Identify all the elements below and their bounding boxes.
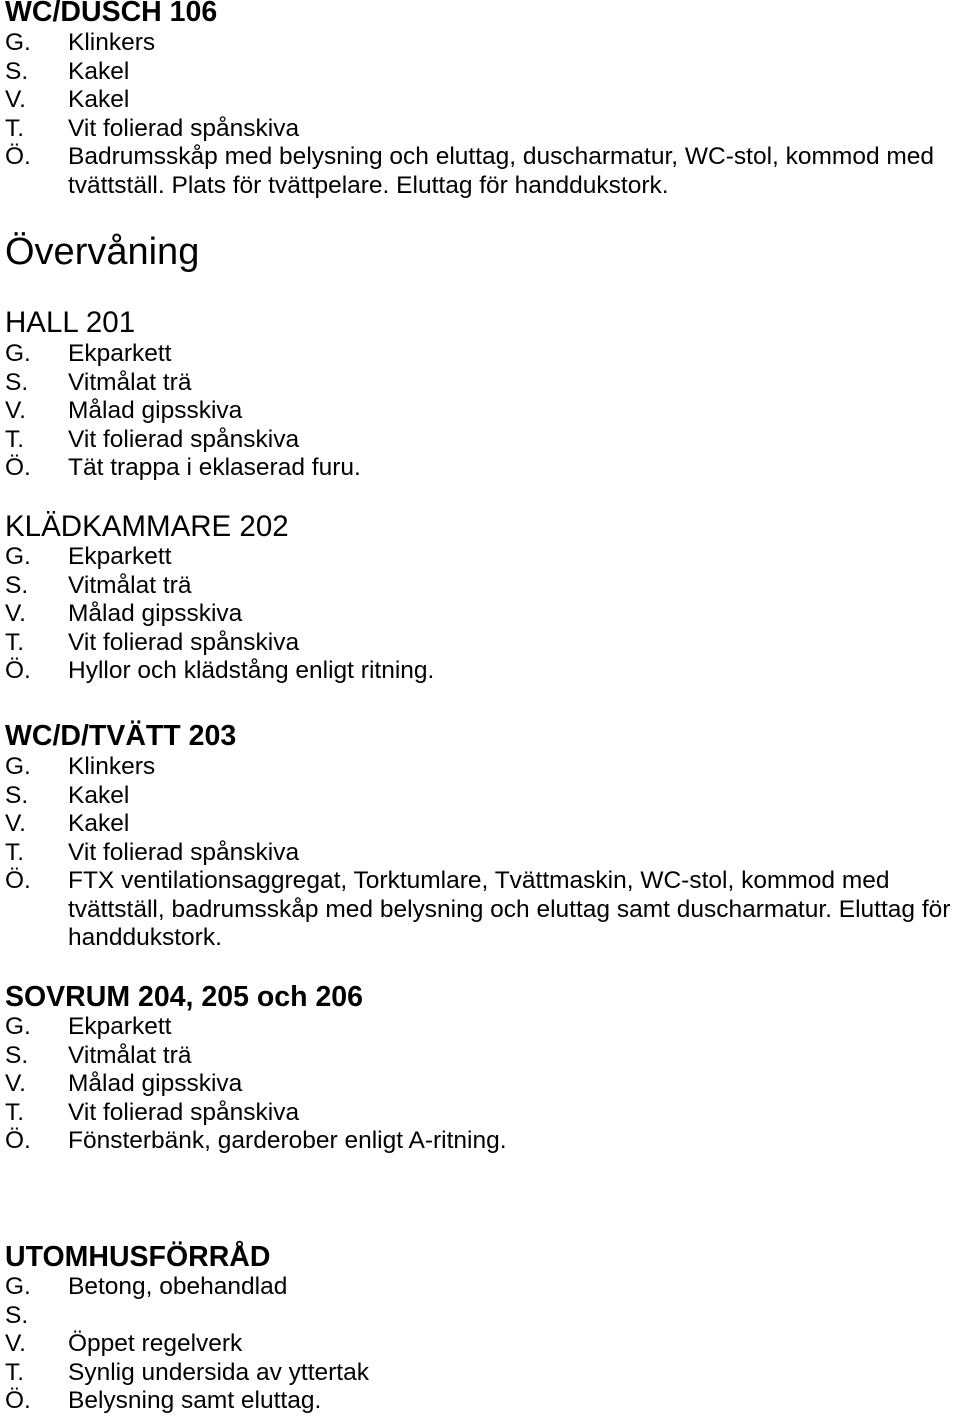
skirting-code: S. [5,571,29,599]
other-spec-continued: handdukstork. [68,924,222,951]
ceiling-code: T. [5,628,25,656]
wall-row [0,810,960,839]
wall-spec: Målad gipsskiva [68,600,243,627]
wall-spec: Kakel [68,810,130,837]
skirting-code: S. [5,57,29,85]
floor-row [0,543,960,572]
skirting-row [0,1302,960,1331]
other-code: Ö. [5,657,31,684]
other-row [0,1127,960,1156]
room-heading-sovrum-204-205-206: SOVRUM 204, 205 och 206 [5,981,364,1013]
skirting-spec: Kakel [68,57,130,85]
floor-row [0,753,960,782]
ceiling-row [0,1099,960,1128]
other-row [0,867,960,896]
room-heading-wc-d-tvatt-203: WC/D/TVÄTT 203 [5,720,237,752]
room-specs-wc-dusch-106 [0,29,960,200]
ceiling-spec: Vit folierad spånskiva [68,628,300,656]
other-code: Ö. [5,454,31,481]
ceiling-row [0,839,960,868]
wall-code: V. [5,1070,26,1097]
other-row [0,454,960,483]
room-heading-wc-dusch-106: WC/DUSCH 106 [5,0,218,28]
room-heading-hall-201: HALL 201 [5,306,136,339]
wall-row [0,1330,960,1359]
skirting-code: S. [5,781,29,809]
ceiling-spec: Vit folierad spånskiva [68,838,300,866]
floor-spec: Klinkers [68,753,156,780]
floor-spec: Klinkers [68,29,156,56]
wall-code: V. [5,397,26,424]
skirting-row [0,572,960,601]
wall-code: V. [5,810,26,837]
wall-row [0,600,960,629]
floor-row [0,1013,960,1042]
skirting-code: S. [5,368,29,396]
floor-code: G. [5,29,31,56]
skirting-row [0,58,960,87]
room-heading-utomhusforrad: UTOMHUSFÖRRÅD [5,1241,271,1273]
other-row-continued [0,924,960,953]
floor-spec: Betong, obehandlad [68,1273,288,1300]
other-spec: Hyllor och klädstång enligt ritning. [68,657,435,684]
ceiling-row [0,426,960,455]
ceiling-code: T. [5,1098,25,1126]
ceiling-row [0,1359,960,1388]
floor-spec: Ekparkett [68,1013,172,1040]
wall-spec: Öppet regelverk [68,1330,243,1357]
skirting-spec: Vitmålat trä [68,1041,192,1069]
ceiling-spec: Vit folierad spånskiva [68,114,300,142]
skirting-row [0,369,960,398]
floor-spec: Ekparkett [68,543,172,570]
ceiling-row [0,629,960,658]
wall-row [0,1070,960,1099]
other-spec-continued: tvättställ, badrumsskåp med belysning och eluttag samt duscharmatur. Eluttag för [68,895,951,923]
skirting-row [0,782,960,811]
room-specs-kladkammare-202 [0,543,960,686]
ceiling-code: T. [5,838,25,866]
other-spec: Fönsterbänk, garderober enligt A-ritning. [68,1127,507,1154]
skirting-spec: Vitmålat trä [68,571,192,599]
wall-code: V. [5,86,26,113]
wall-spec: Målad gipsskiva [68,1070,243,1097]
other-code: Ö. [5,143,31,170]
other-row [0,1387,960,1416]
room-specs-utomhusforrad [0,1273,960,1416]
wall-code: V. [5,1330,26,1357]
room-heading-kladkammare-202: KLÄDKAMMARE 202 [5,510,289,543]
floor-spec: Ekparkett [68,340,172,367]
skirting-spec: Kakel [68,781,130,809]
floor-row [0,340,960,369]
ceiling-code: T. [5,114,25,142]
wall-row [0,86,960,115]
ceiling-spec: Synlig undersida av yttertak [68,1358,369,1386]
wall-spec: Målad gipsskiva [68,397,243,424]
floor-heading: Övervåning [5,231,200,273]
skirting-code: S. [5,1301,29,1329]
other-row [0,143,960,172]
ceiling-code: T. [5,1358,25,1386]
skirting-code: S. [5,1041,29,1069]
ceiling-code: T. [5,425,25,453]
other-spec: Belysning samt eluttag. [68,1387,322,1414]
floor-code: G. [5,543,31,570]
wall-spec: Kakel [68,86,130,113]
ceiling-spec: Vit folierad spånskiva [68,1098,300,1126]
other-code: Ö. [5,1387,31,1414]
floor-code: G. [5,753,31,780]
other-spec: Tät trappa i eklaserad furu. [68,454,361,481]
room-specs-wc-d-tvatt-203 [0,753,960,953]
floor-row [0,1273,960,1302]
floor-code: G. [5,1013,31,1040]
floor-code: G. [5,340,31,367]
other-row [0,657,960,686]
wall-code: V. [5,600,26,627]
ceiling-row [0,115,960,144]
floor-code: G. [5,1273,31,1300]
ceiling-spec: Vit folierad spånskiva [68,425,300,453]
skirting-row [0,1042,960,1071]
other-spec: Badrumsskåp med belysning och eluttag, duscharmatur, WC-stol, kommod med [68,143,935,170]
other-row-continued [0,896,960,925]
other-code: Ö. [5,1127,31,1154]
room-specs-sovrum-204-205-206 [0,1013,960,1156]
other-code: Ö. [5,867,31,894]
wall-row [0,397,960,426]
room-specs-hall-201 [0,340,960,483]
other-row-continued [0,172,960,201]
floor-row [0,29,960,58]
skirting-spec: Vitmålat trä [68,368,192,396]
other-spec-continued: tvättställ. Plats för tvättpelare. Eluttag för handdukstork. [68,171,669,199]
other-spec: FTX ventilationsaggregat, Torktumlare, Tvättmaskin, WC-stol, kommod med [68,867,890,894]
